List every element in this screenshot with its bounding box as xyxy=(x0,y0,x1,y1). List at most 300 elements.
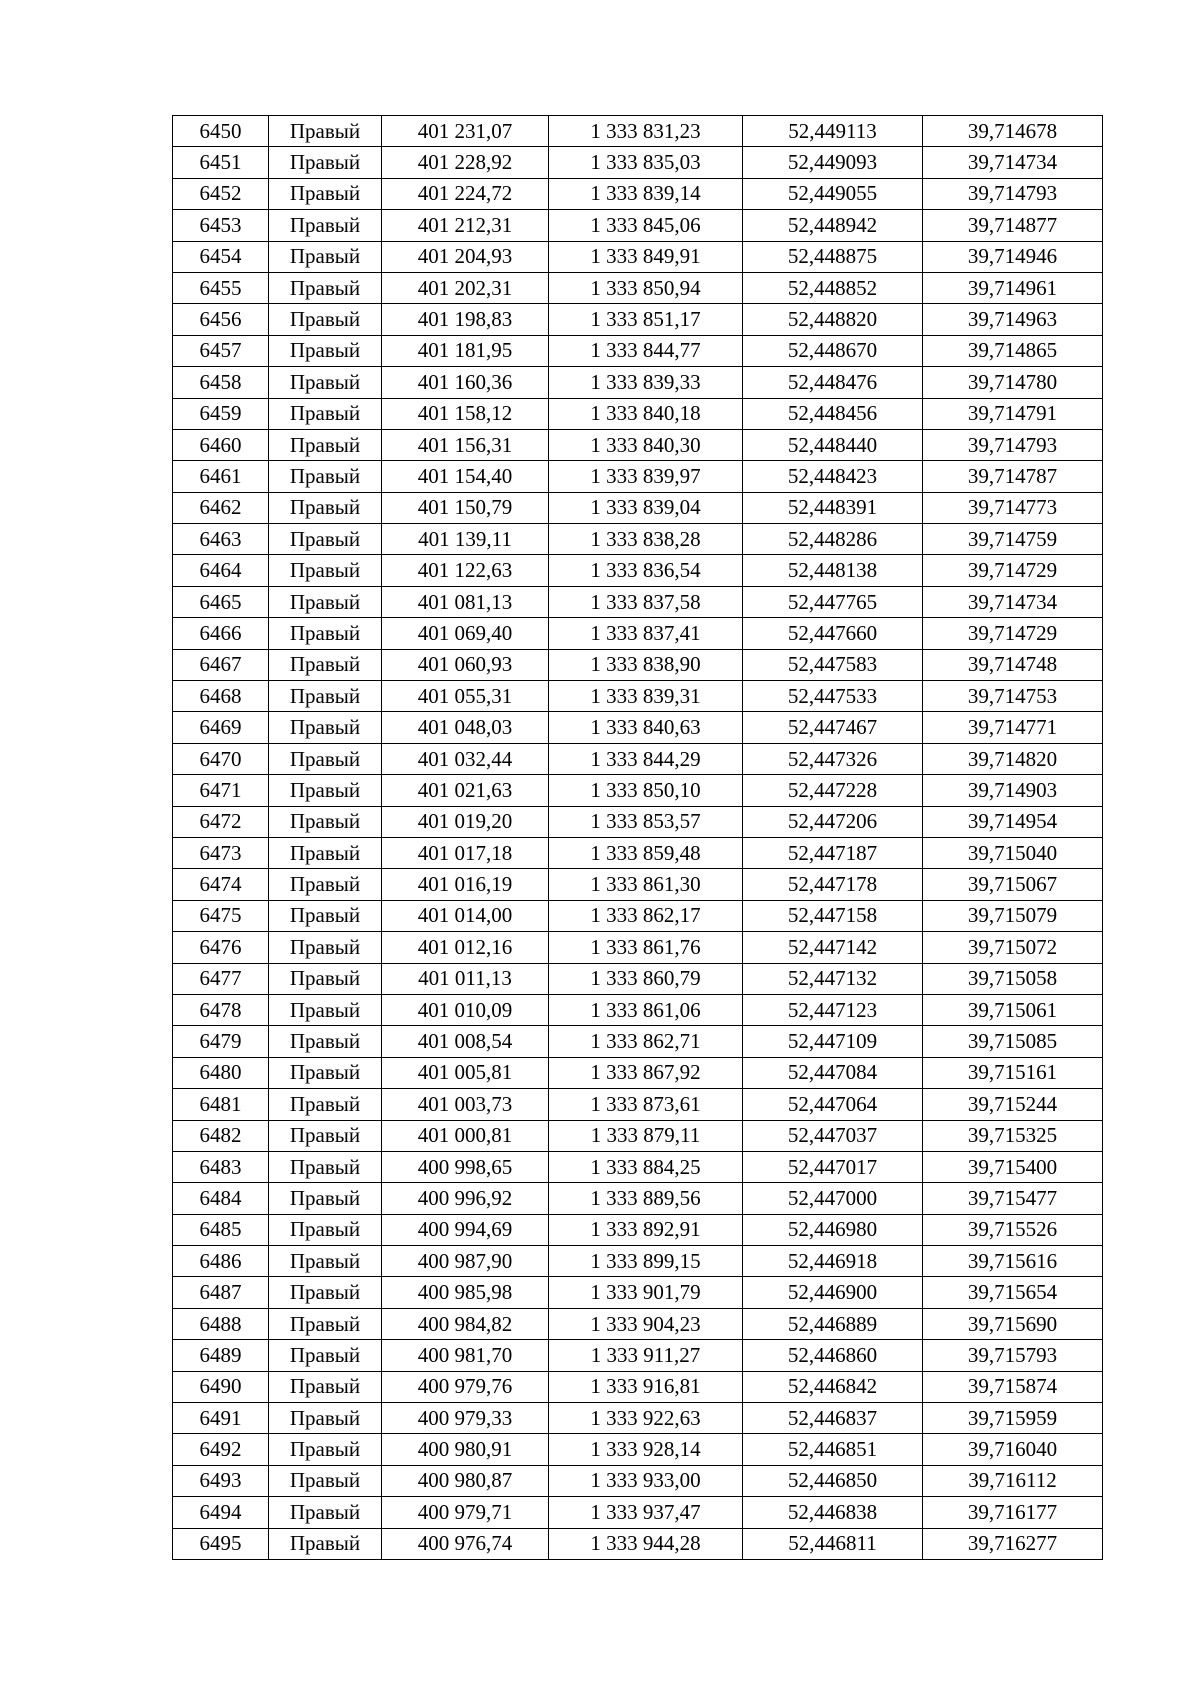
x-coordinate-cell: 401 008,54 xyxy=(382,1026,549,1057)
latitude-cell: 52,448456 xyxy=(743,398,923,429)
y-coordinate-cell: 1 333 831,23 xyxy=(549,116,743,147)
table-row xyxy=(173,1497,1103,1528)
table-row xyxy=(173,806,1103,837)
y-coordinate-cell: 1 333 879,11 xyxy=(549,1120,743,1151)
side-cell: Правый xyxy=(269,837,382,868)
x-coordinate-cell: 401 048,03 xyxy=(382,712,549,743)
point-number-cell: 6463 xyxy=(173,524,269,555)
y-coordinate-cell: 1 333 922,63 xyxy=(549,1403,743,1434)
longitude-cell: 39,714877 xyxy=(923,210,1103,241)
y-coordinate-cell: 1 333 839,97 xyxy=(549,461,743,492)
table-row xyxy=(173,1528,1103,1559)
longitude-cell: 39,715874 xyxy=(923,1371,1103,1402)
point-number-cell: 6457 xyxy=(173,335,269,366)
side-cell: Правый xyxy=(269,586,382,617)
latitude-cell: 52,447206 xyxy=(743,806,923,837)
side-cell: Правый xyxy=(269,116,382,147)
point-number-cell: 6461 xyxy=(173,461,269,492)
point-number-cell: 6472 xyxy=(173,806,269,837)
side-cell: Правый xyxy=(269,1089,382,1120)
latitude-cell: 52,447142 xyxy=(743,932,923,963)
longitude-cell: 39,714787 xyxy=(923,461,1103,492)
latitude-cell: 52,447467 xyxy=(743,712,923,743)
point-number-cell: 6468 xyxy=(173,681,269,712)
y-coordinate-cell: 1 333 873,61 xyxy=(549,1089,743,1120)
latitude-cell: 52,446851 xyxy=(743,1434,923,1465)
side-cell: Правый xyxy=(269,1026,382,1057)
table-row xyxy=(173,555,1103,586)
table-row xyxy=(173,869,1103,900)
y-coordinate-cell: 1 333 851,17 xyxy=(549,304,743,335)
y-coordinate-cell: 1 333 839,31 xyxy=(549,681,743,712)
y-coordinate-cell: 1 333 837,41 xyxy=(549,618,743,649)
point-number-cell: 6466 xyxy=(173,618,269,649)
side-cell: Правый xyxy=(269,492,382,523)
coordinates-table xyxy=(172,115,1103,1560)
side-cell: Правый xyxy=(269,335,382,366)
longitude-cell: 39,714961 xyxy=(923,272,1103,303)
y-coordinate-cell: 1 333 861,06 xyxy=(549,994,743,1025)
table-row xyxy=(173,210,1103,241)
latitude-cell: 52,447326 xyxy=(743,743,923,774)
point-number-cell: 6492 xyxy=(173,1434,269,1465)
point-number-cell: 6491 xyxy=(173,1403,269,1434)
latitude-cell: 52,446860 xyxy=(743,1340,923,1371)
point-number-cell: 6451 xyxy=(173,147,269,178)
side-cell: Правый xyxy=(269,1214,382,1245)
latitude-cell: 52,446889 xyxy=(743,1308,923,1339)
side-cell: Правый xyxy=(269,210,382,241)
x-coordinate-cell: 401 000,81 xyxy=(382,1120,549,1151)
latitude-cell: 52,448942 xyxy=(743,210,923,241)
point-number-cell: 6458 xyxy=(173,367,269,398)
latitude-cell: 52,448852 xyxy=(743,272,923,303)
latitude-cell: 52,449113 xyxy=(743,116,923,147)
x-coordinate-cell: 401 158,12 xyxy=(382,398,549,429)
table-row xyxy=(173,492,1103,523)
side-cell: Правый xyxy=(269,806,382,837)
side-cell: Правый xyxy=(269,1403,382,1434)
latitude-cell: 52,448391 xyxy=(743,492,923,523)
y-coordinate-cell: 1 333 911,27 xyxy=(549,1340,743,1371)
latitude-cell: 52,448670 xyxy=(743,335,923,366)
point-number-cell: 6453 xyxy=(173,210,269,241)
side-cell: Правый xyxy=(269,1183,382,1214)
latitude-cell: 52,447583 xyxy=(743,649,923,680)
table-row xyxy=(173,1308,1103,1339)
side-cell: Правый xyxy=(269,461,382,492)
longitude-cell: 39,714753 xyxy=(923,681,1103,712)
y-coordinate-cell: 1 333 859,48 xyxy=(549,837,743,868)
y-coordinate-cell: 1 333 944,28 xyxy=(549,1528,743,1559)
side-cell: Правый xyxy=(269,681,382,712)
longitude-cell: 39,714748 xyxy=(923,649,1103,680)
y-coordinate-cell: 1 333 838,90 xyxy=(549,649,743,680)
longitude-cell: 39,715959 xyxy=(923,1403,1103,1434)
point-number-cell: 6473 xyxy=(173,837,269,868)
table-row xyxy=(173,116,1103,147)
table-row xyxy=(173,1403,1103,1434)
x-coordinate-cell: 400 996,92 xyxy=(382,1183,549,1214)
x-coordinate-cell: 400 979,71 xyxy=(382,1497,549,1528)
table-row xyxy=(173,304,1103,335)
latitude-cell: 52,447000 xyxy=(743,1183,923,1214)
y-coordinate-cell: 1 333 916,81 xyxy=(549,1371,743,1402)
point-number-cell: 6460 xyxy=(173,429,269,460)
longitude-cell: 39,715161 xyxy=(923,1057,1103,1088)
side-cell: Правый xyxy=(269,555,382,586)
latitude-cell: 52,447158 xyxy=(743,900,923,931)
point-number-cell: 6482 xyxy=(173,1120,269,1151)
side-cell: Правый xyxy=(269,1120,382,1151)
point-number-cell: 6483 xyxy=(173,1151,269,1182)
y-coordinate-cell: 1 333 860,79 xyxy=(549,963,743,994)
point-number-cell: 6474 xyxy=(173,869,269,900)
point-number-cell: 6495 xyxy=(173,1528,269,1559)
longitude-cell: 39,715526 xyxy=(923,1214,1103,1245)
point-number-cell: 6487 xyxy=(173,1277,269,1308)
y-coordinate-cell: 1 333 844,77 xyxy=(549,335,743,366)
side-cell: Правый xyxy=(269,1497,382,1528)
longitude-cell: 39,714963 xyxy=(923,304,1103,335)
side-cell: Правый xyxy=(269,1308,382,1339)
side-cell: Правый xyxy=(269,1277,382,1308)
latitude-cell: 52,448138 xyxy=(743,555,923,586)
latitude-cell: 52,448440 xyxy=(743,429,923,460)
table-row xyxy=(173,147,1103,178)
y-coordinate-cell: 1 333 904,23 xyxy=(549,1308,743,1339)
side-cell: Правый xyxy=(269,963,382,994)
x-coordinate-cell: 401 212,31 xyxy=(382,210,549,241)
side-cell: Правый xyxy=(269,869,382,900)
table-row xyxy=(173,461,1103,492)
x-coordinate-cell: 401 224,72 xyxy=(382,178,549,209)
table-row xyxy=(173,963,1103,994)
latitude-cell: 52,446900 xyxy=(743,1277,923,1308)
side-cell: Правый xyxy=(269,1528,382,1559)
point-number-cell: 6484 xyxy=(173,1183,269,1214)
x-coordinate-cell: 401 202,31 xyxy=(382,272,549,303)
longitude-cell: 39,716277 xyxy=(923,1528,1103,1559)
longitude-cell: 39,714678 xyxy=(923,116,1103,147)
side-cell: Правый xyxy=(269,178,382,209)
longitude-cell: 39,716112 xyxy=(923,1465,1103,1496)
point-number-cell: 6465 xyxy=(173,586,269,617)
y-coordinate-cell: 1 333 862,71 xyxy=(549,1026,743,1057)
x-coordinate-cell: 401 139,11 xyxy=(382,524,549,555)
x-coordinate-cell: 401 012,16 xyxy=(382,932,549,963)
latitude-cell: 52,446811 xyxy=(743,1528,923,1559)
y-coordinate-cell: 1 333 892,91 xyxy=(549,1214,743,1245)
y-coordinate-cell: 1 333 839,04 xyxy=(549,492,743,523)
point-number-cell: 6486 xyxy=(173,1246,269,1277)
latitude-cell: 52,447132 xyxy=(743,963,923,994)
table-row xyxy=(173,367,1103,398)
table-row xyxy=(173,1089,1103,1120)
latitude-cell: 52,448820 xyxy=(743,304,923,335)
longitude-cell: 39,715325 xyxy=(923,1120,1103,1151)
x-coordinate-cell: 401 010,09 xyxy=(382,994,549,1025)
y-coordinate-cell: 1 333 840,63 xyxy=(549,712,743,743)
longitude-cell: 39,715244 xyxy=(923,1089,1103,1120)
y-coordinate-cell: 1 333 850,94 xyxy=(549,272,743,303)
point-number-cell: 6494 xyxy=(173,1497,269,1528)
longitude-cell: 39,715793 xyxy=(923,1340,1103,1371)
table-row xyxy=(173,649,1103,680)
point-number-cell: 6478 xyxy=(173,994,269,1025)
coordinates-table-body xyxy=(173,116,1103,1560)
longitude-cell: 39,716177 xyxy=(923,1497,1103,1528)
table-row xyxy=(173,618,1103,649)
table-row xyxy=(173,1371,1103,1402)
table-row xyxy=(173,900,1103,931)
point-number-cell: 6469 xyxy=(173,712,269,743)
point-number-cell: 6493 xyxy=(173,1465,269,1496)
point-number-cell: 6490 xyxy=(173,1371,269,1402)
x-coordinate-cell: 400 980,91 xyxy=(382,1434,549,1465)
latitude-cell: 52,447109 xyxy=(743,1026,923,1057)
table-row xyxy=(173,1151,1103,1182)
y-coordinate-cell: 1 333 837,58 xyxy=(549,586,743,617)
latitude-cell: 52,447017 xyxy=(743,1151,923,1182)
x-coordinate-cell: 401 016,19 xyxy=(382,869,549,900)
x-coordinate-cell: 400 979,33 xyxy=(382,1403,549,1434)
table-row xyxy=(173,1246,1103,1277)
latitude-cell: 52,447765 xyxy=(743,586,923,617)
longitude-cell: 39,714954 xyxy=(923,806,1103,837)
table-row xyxy=(173,1465,1103,1496)
table-row xyxy=(173,1057,1103,1088)
x-coordinate-cell: 401 160,36 xyxy=(382,367,549,398)
point-number-cell: 6462 xyxy=(173,492,269,523)
longitude-cell: 39,714759 xyxy=(923,524,1103,555)
table-row xyxy=(173,681,1103,712)
point-number-cell: 6459 xyxy=(173,398,269,429)
point-number-cell: 6471 xyxy=(173,775,269,806)
x-coordinate-cell: 401 181,95 xyxy=(382,335,549,366)
x-coordinate-cell: 401 069,40 xyxy=(382,618,549,649)
x-coordinate-cell: 401 204,93 xyxy=(382,241,549,272)
longitude-cell: 39,714729 xyxy=(923,555,1103,586)
point-number-cell: 6489 xyxy=(173,1340,269,1371)
y-coordinate-cell: 1 333 884,25 xyxy=(549,1151,743,1182)
side-cell: Правый xyxy=(269,1434,382,1465)
latitude-cell: 52,448286 xyxy=(743,524,923,555)
side-cell: Правый xyxy=(269,618,382,649)
table-row xyxy=(173,932,1103,963)
x-coordinate-cell: 401 231,07 xyxy=(382,116,549,147)
x-coordinate-cell: 401 154,40 xyxy=(382,461,549,492)
x-coordinate-cell: 401 017,18 xyxy=(382,837,549,868)
longitude-cell: 39,715040 xyxy=(923,837,1103,868)
point-number-cell: 6452 xyxy=(173,178,269,209)
y-coordinate-cell: 1 333 835,03 xyxy=(549,147,743,178)
latitude-cell: 52,447084 xyxy=(743,1057,923,1088)
latitude-cell: 52,447228 xyxy=(743,775,923,806)
point-number-cell: 6454 xyxy=(173,241,269,272)
y-coordinate-cell: 1 333 861,76 xyxy=(549,932,743,963)
latitude-cell: 52,447178 xyxy=(743,869,923,900)
latitude-cell: 52,446842 xyxy=(743,1371,923,1402)
table-row xyxy=(173,241,1103,272)
longitude-cell: 39,715400 xyxy=(923,1151,1103,1182)
longitude-cell: 39,714729 xyxy=(923,618,1103,649)
y-coordinate-cell: 1 333 853,57 xyxy=(549,806,743,837)
x-coordinate-cell: 401 005,81 xyxy=(382,1057,549,1088)
x-coordinate-cell: 401 003,73 xyxy=(382,1089,549,1120)
x-coordinate-cell: 400 987,90 xyxy=(382,1246,549,1277)
point-number-cell: 6456 xyxy=(173,304,269,335)
latitude-cell: 52,447187 xyxy=(743,837,923,868)
latitude-cell: 52,448875 xyxy=(743,241,923,272)
table-row xyxy=(173,586,1103,617)
point-number-cell: 6450 xyxy=(173,116,269,147)
table-row xyxy=(173,837,1103,868)
point-number-cell: 6480 xyxy=(173,1057,269,1088)
longitude-cell: 39,715079 xyxy=(923,900,1103,931)
y-coordinate-cell: 1 333 844,29 xyxy=(549,743,743,774)
side-cell: Правый xyxy=(269,304,382,335)
table-row xyxy=(173,429,1103,460)
point-number-cell: 6477 xyxy=(173,963,269,994)
longitude-cell: 39,715072 xyxy=(923,932,1103,963)
longitude-cell: 39,715477 xyxy=(923,1183,1103,1214)
side-cell: Правый xyxy=(269,524,382,555)
latitude-cell: 52,447123 xyxy=(743,994,923,1025)
x-coordinate-cell: 401 011,13 xyxy=(382,963,549,994)
table-row xyxy=(173,1340,1103,1371)
longitude-cell: 39,715085 xyxy=(923,1026,1103,1057)
side-cell: Правый xyxy=(269,743,382,774)
y-coordinate-cell: 1 333 901,79 xyxy=(549,1277,743,1308)
latitude-cell: 52,449055 xyxy=(743,178,923,209)
y-coordinate-cell: 1 333 928,14 xyxy=(549,1434,743,1465)
table-row xyxy=(173,398,1103,429)
x-coordinate-cell: 401 019,20 xyxy=(382,806,549,837)
point-number-cell: 6485 xyxy=(173,1214,269,1245)
table-row xyxy=(173,712,1103,743)
table-row xyxy=(173,1026,1103,1057)
point-number-cell: 6488 xyxy=(173,1308,269,1339)
x-coordinate-cell: 401 014,00 xyxy=(382,900,549,931)
longitude-cell: 39,714780 xyxy=(923,367,1103,398)
side-cell: Правый xyxy=(269,1340,382,1371)
latitude-cell: 52,446838 xyxy=(743,1497,923,1528)
table-row xyxy=(173,335,1103,366)
table-row xyxy=(173,1214,1103,1245)
longitude-cell: 39,714773 xyxy=(923,492,1103,523)
side-cell: Правый xyxy=(269,994,382,1025)
y-coordinate-cell: 1 333 933,00 xyxy=(549,1465,743,1496)
latitude-cell: 52,447037 xyxy=(743,1120,923,1151)
side-cell: Правый xyxy=(269,900,382,931)
side-cell: Правый xyxy=(269,241,382,272)
longitude-cell: 39,714734 xyxy=(923,586,1103,617)
x-coordinate-cell: 400 984,82 xyxy=(382,1308,549,1339)
latitude-cell: 52,448476 xyxy=(743,367,923,398)
table-row xyxy=(173,775,1103,806)
latitude-cell: 52,448423 xyxy=(743,461,923,492)
y-coordinate-cell: 1 333 840,30 xyxy=(549,429,743,460)
x-coordinate-cell: 400 979,76 xyxy=(382,1371,549,1402)
x-coordinate-cell: 401 122,63 xyxy=(382,555,549,586)
point-number-cell: 6455 xyxy=(173,272,269,303)
point-number-cell: 6481 xyxy=(173,1089,269,1120)
side-cell: Правый xyxy=(269,429,382,460)
longitude-cell: 39,715616 xyxy=(923,1246,1103,1277)
point-number-cell: 6475 xyxy=(173,900,269,931)
table-row xyxy=(173,743,1103,774)
point-number-cell: 6464 xyxy=(173,555,269,586)
x-coordinate-cell: 401 060,93 xyxy=(382,649,549,680)
side-cell: Правый xyxy=(269,712,382,743)
longitude-cell: 39,714771 xyxy=(923,712,1103,743)
x-coordinate-cell: 401 156,31 xyxy=(382,429,549,460)
y-coordinate-cell: 1 333 839,33 xyxy=(549,367,743,398)
point-number-cell: 6476 xyxy=(173,932,269,963)
side-cell: Правый xyxy=(269,367,382,398)
latitude-cell: 52,446980 xyxy=(743,1214,923,1245)
latitude-cell: 52,446837 xyxy=(743,1403,923,1434)
y-coordinate-cell: 1 333 861,30 xyxy=(549,869,743,900)
side-cell: Правый xyxy=(269,272,382,303)
table-row xyxy=(173,1434,1103,1465)
y-coordinate-cell: 1 333 840,18 xyxy=(549,398,743,429)
x-coordinate-cell: 401 150,79 xyxy=(382,492,549,523)
longitude-cell: 39,715058 xyxy=(923,963,1103,994)
side-cell: Правый xyxy=(269,1246,382,1277)
longitude-cell: 39,716040 xyxy=(923,1434,1103,1465)
x-coordinate-cell: 400 981,70 xyxy=(382,1340,549,1371)
point-number-cell: 6479 xyxy=(173,1026,269,1057)
longitude-cell: 39,714793 xyxy=(923,429,1103,460)
side-cell: Правый xyxy=(269,147,382,178)
side-cell: Правый xyxy=(269,398,382,429)
latitude-cell: 52,447064 xyxy=(743,1089,923,1120)
y-coordinate-cell: 1 333 849,91 xyxy=(549,241,743,272)
latitude-cell: 52,446850 xyxy=(743,1465,923,1496)
latitude-cell: 52,447660 xyxy=(743,618,923,649)
x-coordinate-cell: 400 994,69 xyxy=(382,1214,549,1245)
y-coordinate-cell: 1 333 937,47 xyxy=(549,1497,743,1528)
y-coordinate-cell: 1 333 889,56 xyxy=(549,1183,743,1214)
side-cell: Правый xyxy=(269,649,382,680)
y-coordinate-cell: 1 333 838,28 xyxy=(549,524,743,555)
longitude-cell: 39,714865 xyxy=(923,335,1103,366)
x-coordinate-cell: 400 980,87 xyxy=(382,1465,549,1496)
longitude-cell: 39,715654 xyxy=(923,1277,1103,1308)
longitude-cell: 39,714903 xyxy=(923,775,1103,806)
x-coordinate-cell: 400 998,65 xyxy=(382,1151,549,1182)
x-coordinate-cell: 401 021,63 xyxy=(382,775,549,806)
y-coordinate-cell: 1 333 839,14 xyxy=(549,178,743,209)
y-coordinate-cell: 1 333 850,10 xyxy=(549,775,743,806)
side-cell: Правый xyxy=(269,1151,382,1182)
side-cell: Правый xyxy=(269,775,382,806)
point-number-cell: 6470 xyxy=(173,743,269,774)
longitude-cell: 39,714820 xyxy=(923,743,1103,774)
side-cell: Правый xyxy=(269,932,382,963)
latitude-cell: 52,446918 xyxy=(743,1246,923,1277)
longitude-cell: 39,715061 xyxy=(923,994,1103,1025)
side-cell: Правый xyxy=(269,1057,382,1088)
y-coordinate-cell: 1 333 845,06 xyxy=(549,210,743,241)
x-coordinate-cell: 401 198,83 xyxy=(382,304,549,335)
table-row xyxy=(173,994,1103,1025)
y-coordinate-cell: 1 333 867,92 xyxy=(549,1057,743,1088)
table-row xyxy=(173,524,1103,555)
longitude-cell: 39,714791 xyxy=(923,398,1103,429)
